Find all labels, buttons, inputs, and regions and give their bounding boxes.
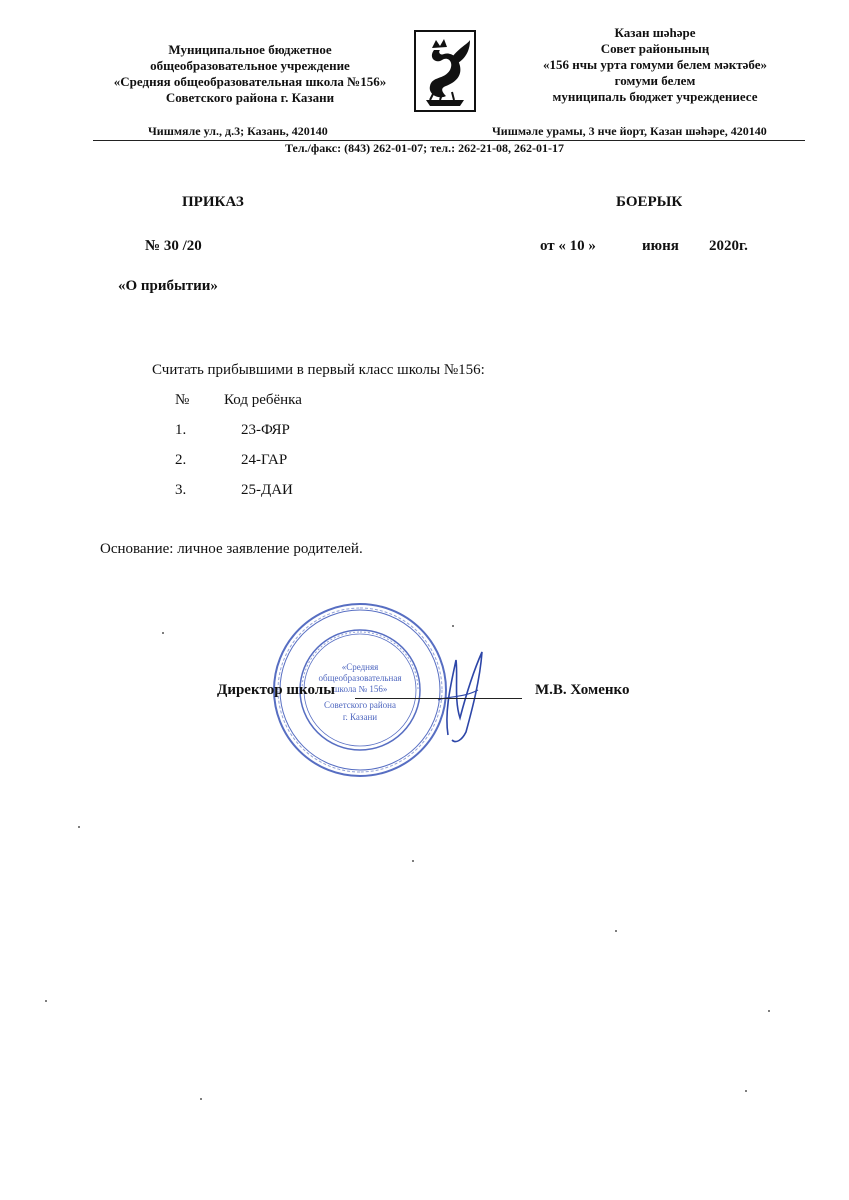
body-basis: Основание: личное заявление родителей. <box>100 541 363 557</box>
table-row-1-code: 23-ФЯР <box>241 422 290 438</box>
stamp-text-line-3: школа № 156» <box>332 684 388 694</box>
handwritten-signature-icon <box>408 640 508 750</box>
table-row-3-code: 25-ДАИ <box>241 482 293 498</box>
stamp-text-line-4: Советского района <box>324 700 396 710</box>
scan-speck <box>452 625 454 627</box>
scan-speck <box>412 860 414 862</box>
address-right: Чишмәле урамы, 3 нче йорт, Казан шәһәре, 420140 <box>492 124 767 138</box>
kazan-dragon-emblem-icon <box>414 30 476 112</box>
table-row-2-number: 2. <box>175 452 187 468</box>
director-position: Директор школы <box>217 682 335 698</box>
header-left-line-3: «Средняя общеобразовательная школа №156» <box>113 74 387 89</box>
address-left: Чишмяле ул., д.3; Казань, 420140 <box>148 124 328 138</box>
scan-speck <box>78 826 80 828</box>
header-right-line-2: Совет районының <box>600 41 710 56</box>
order-title-ru: ПРИКАЗ <box>182 194 244 210</box>
order-date-month: июня <box>642 238 679 254</box>
body-intro: Считать прибывшими в первый класс школы №156: <box>152 362 485 378</box>
header-right-line-4: гомуми белем <box>614 73 696 88</box>
scan-speck <box>45 1000 47 1002</box>
header-left-line-4: Советского района г. Казани <box>165 90 335 105</box>
table-row-1-number: 1. <box>175 422 187 438</box>
order-date-year: 2020г. <box>709 238 748 254</box>
table-header-code: Код ребёнка <box>224 392 302 408</box>
scan-speck <box>745 1090 747 1092</box>
scan-speck <box>162 632 164 634</box>
header-right-line-1: Казан шәһәре <box>614 25 696 40</box>
header-left-block <box>95 42 405 106</box>
order-number: № 30 /20 <box>145 238 202 254</box>
header-left-line-2: общеобразовательное учреждение <box>150 58 350 73</box>
scan-speck <box>768 1010 770 1012</box>
stamp-text-line-2: общеобразовательная <box>318 673 402 683</box>
header-right-block <box>505 25 805 105</box>
header-right-line-3: «156 нчы урта гомуми белем мәктәбе» <box>542 57 768 72</box>
scan-speck <box>615 930 617 932</box>
director-name: М.В. Хоменко <box>535 682 630 698</box>
scan-speck <box>200 1098 202 1100</box>
stamp-text-line-1: «Средняя <box>341 662 379 672</box>
table-row-2-code: 24-ГАР <box>241 452 288 468</box>
order-date-prefix: от « 10 » <box>540 238 596 254</box>
order-subject: «О прибытии» <box>118 278 218 294</box>
phone-line: Тел./факс: (843) 262-01-07; тел.: 262-21-08, 262-01-17 <box>284 141 565 155</box>
table-header-number: № <box>175 392 190 408</box>
signature-line <box>355 698 522 699</box>
header-left-line-1: Муниципальное бюджетное <box>168 42 332 57</box>
header-right-line-5: муниципаль бюджет учреждениесе <box>552 89 758 104</box>
table-row-3-number: 3. <box>175 482 187 498</box>
stamp-text-line-5: г. Казани <box>342 712 378 722</box>
order-title-tt: БОЕРЫК <box>616 194 683 210</box>
